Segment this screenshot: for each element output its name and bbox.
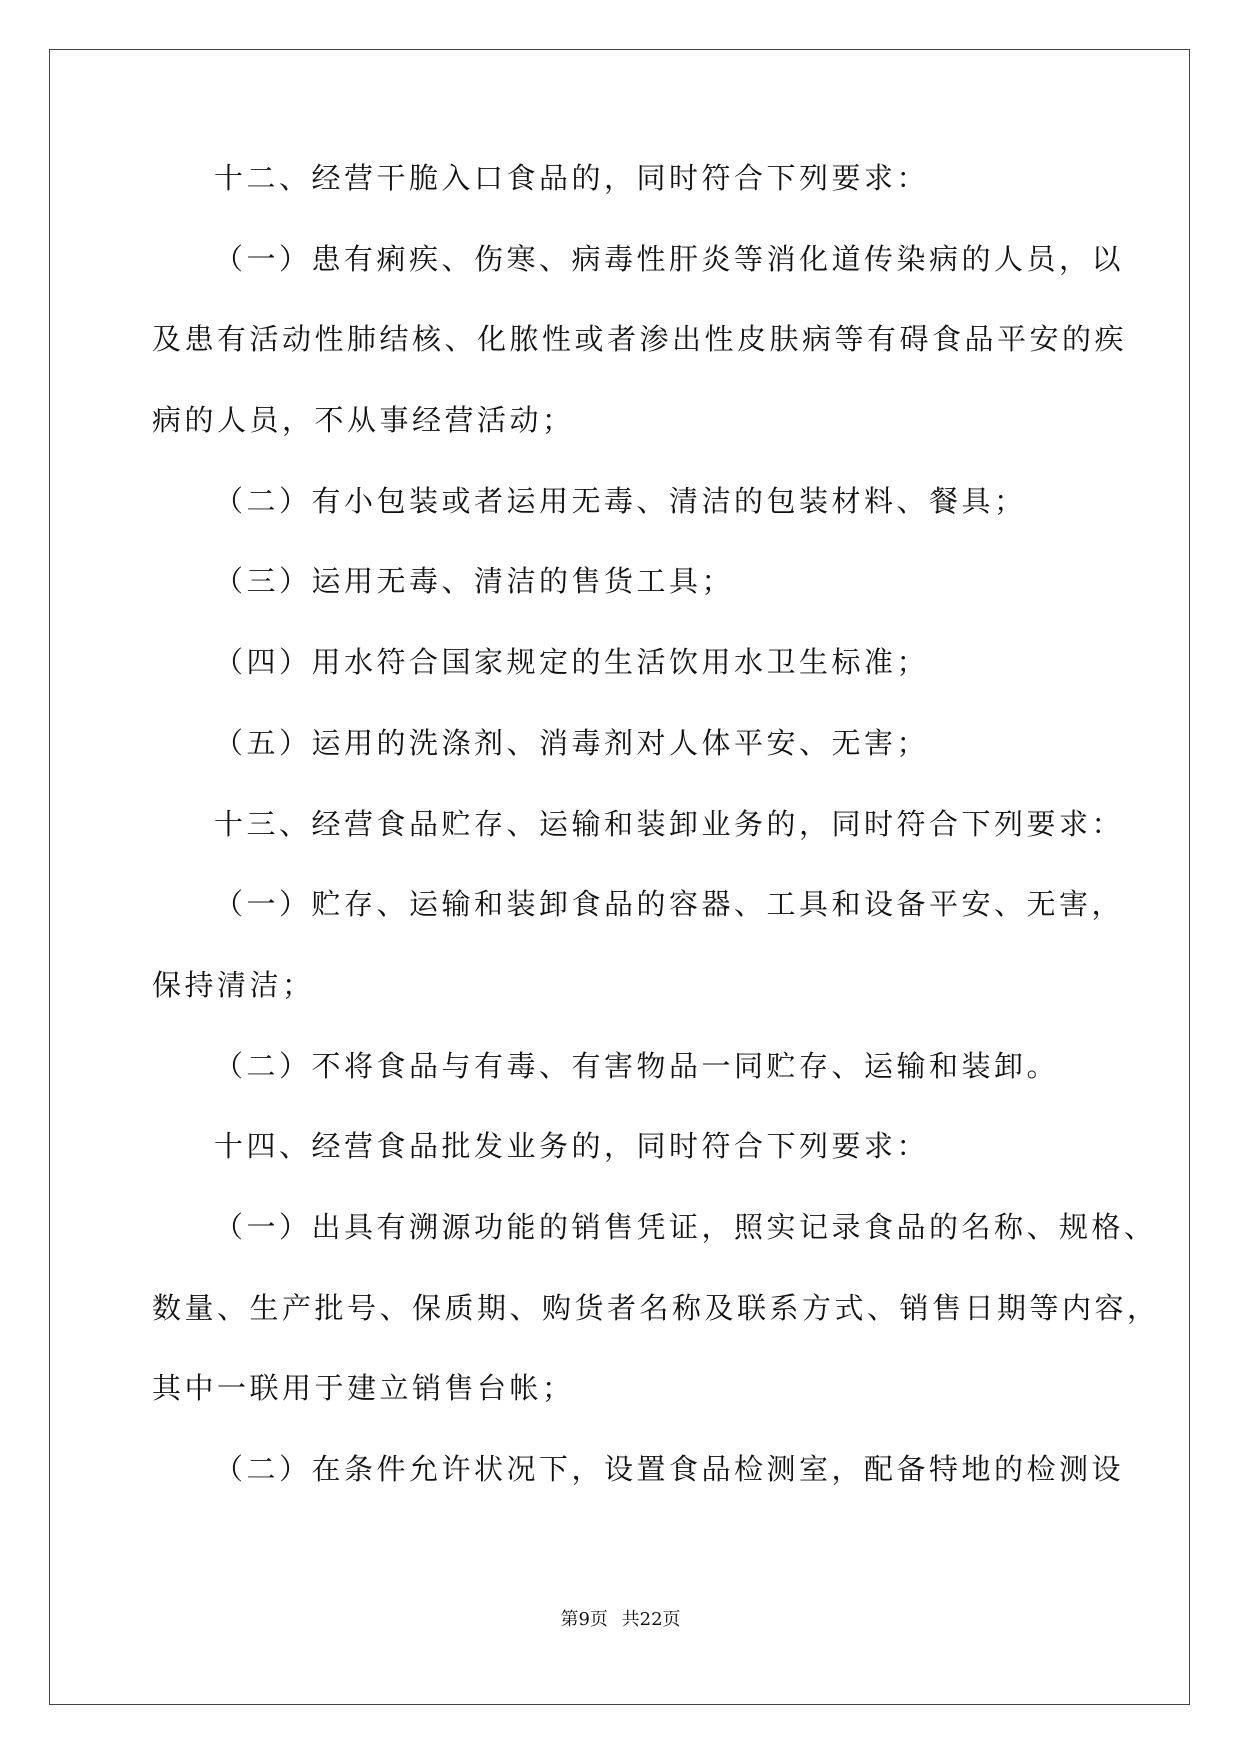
paragraph-line: （二）有小包装或者运用无毒、清洁的包装材料、餐具；: [214, 483, 1027, 518]
paragraph-line: 保持清洁；: [152, 967, 315, 1002]
paragraph-line: （四）用水符合国家规定的生活饮用水卫生标准；: [214, 645, 930, 680]
paragraph-line: 十二、经营干脆入口食品的，同时符合下列要求：: [214, 161, 930, 195]
page-footer: [0, 1605, 1241, 1631]
page-number: 第9页: [560, 1609, 608, 1630]
paragraph-line: （五）运用的洗涤剂、消毒剂对人体平安、无害；: [214, 725, 930, 760]
page-total: 共22页: [621, 1609, 681, 1630]
paragraph-line: 病的人员，不从事经营活动；: [152, 403, 575, 438]
paragraph-line: 十四、经营食品批发业务的，同时符合下列要求：: [214, 1129, 930, 1164]
paragraph-line: （二）不将食品与有毒、有害物品一同贮存、运输和装卸。: [214, 1048, 1060, 1083]
paragraph-line: （二）在条件允许状况下，设置食品检测室，配备特地的检测设: [214, 1452, 1125, 1486]
paragraph-line: （一）贮存、运输和装卸食品的容器、工具和设备平安、无害，: [214, 887, 1125, 922]
document-body: [152, 161, 1160, 1535]
paragraph-line: 及患有活动性肺结核、化脓性或者渗出性皮肤病等有碍食品平安的疾: [152, 322, 1128, 357]
paragraph-line: （一）患有痢疾、伤寒、病毒性肝炎等消化道传染病的人员，以: [214, 241, 1125, 276]
paragraph-line: 其中一联用于建立销售台帐；: [152, 1371, 575, 1406]
paragraph-line: 数量、生产批号、保质期、购货者名称及联系方式、销售日期等内容，: [152, 1290, 1160, 1325]
paragraph-line: （一）出具有溯源功能的销售凭证，照实记录食品的名称、规格、: [214, 1209, 1157, 1244]
paragraph-line: 十三、经营食品贮存、运输和装卸业务的，同时符合下列要求：: [214, 806, 1125, 841]
paragraph-line: （三）运用无毒、清洁的售货工具；: [214, 564, 735, 599]
